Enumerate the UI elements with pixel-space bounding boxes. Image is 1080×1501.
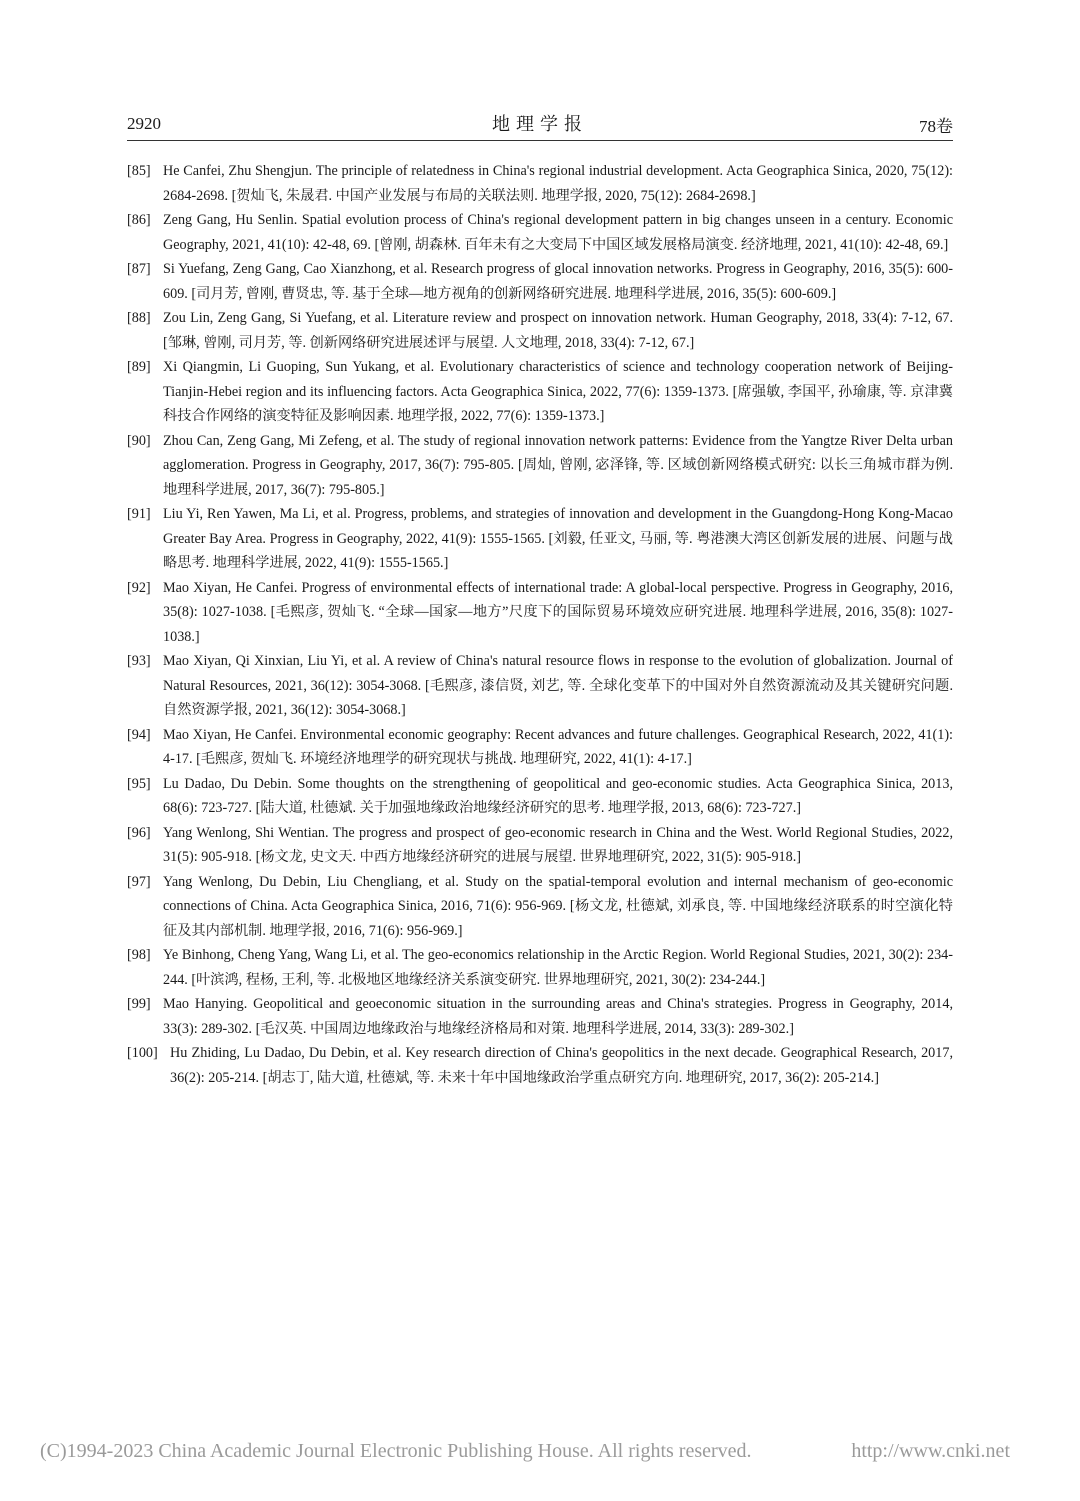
reference-number: [85] [127,163,151,179]
reference-text: Zeng Gang, Hu Senlin. Spatial evolution process of China's regional development pattern in big changes unseen in a century. Economic Geography, 2021, 41(10): 42-48, 69. [曾刚, 胡森林. 百年未有之大变局下中国区域发展格局演变. 经济地理, 2021, 41(10): 42-48, 69.] [163,212,953,253]
reference-number: [98] [127,947,151,963]
reference-text: Mao Hanying. Geopolitical and geoeconomic situation in the surrounding areas and China's strategies. Progress in Geography, 2014, 33(3): 289-302. [毛汉英. 中国周边地缘政治与地缘经济格局和对策. 地理科学进展, 2014, 33(3): 289-302.] [163,996,953,1037]
page-number: 2920 [127,114,161,133]
reference-text: Xi Qiangmin, Li Guoping, Sun Yukang, et al. Evolutionary characteristics of science and technology cooperation network of Beijing-Tianjin-Hebei region and its influencing factors. Acta Geographica Sinica, 2022, 77(6): 1359-1373. [席强敏, 李国平, 孙瑜康, 等. 京津冀科技合作网络的演变特征及影响因素. 地理学报, 2022, 77(6): 1359-1373.] [163,359,953,424]
footer-url: http://www.cnki.net [851,1440,1010,1462]
reference-item [127,870,953,944]
reference-text: Liu Yi, Ren Yawen, Ma Li, et al. Progress, problems, and strategies of innovation and development in the Guangdong-Hong Kong-Macao Greater Bay Area. Progress in Geography, 2022, 41(9): 1555-1565. [刘毅, 任亚文, 马丽, 等. 粤港澳大湾区创新发展的进展、问题与战略思考. 地理科学进展, 2022, 41(9): 1555-1565.] [163,506,953,571]
reference-item [127,723,953,772]
reference-item [127,429,953,503]
reference-text: Yang Wenlong, Shi Wentian. The progress and prospect of geo-economic research in China and the West. World Regional Studies, 2022, 31(5): 905-918. [杨文龙, 史文天. 中西方地缘经济研究的进展与展望. 世界地理研究, 2022, 31(5): 905-918.] [163,824,953,865]
reference-number: [96] [127,824,151,841]
reference-number: [90] [127,432,151,449]
volume-label: 78卷 [919,117,953,136]
reference-item [127,257,953,306]
reference-number: [99] [127,996,151,1012]
reference-text: Zou Lin, Zeng Gang, Si Yuefang, et al. Literature review and prospect on innovation network. Human Geography, 2018, 33(4): 7-12, 67. [邹琳, 曾刚, 司月芳, 等. 创新网络研究进展述评与展望. 人文地理, 2018, 33(4): 7-12, 67.] [163,310,953,351]
page-header [127,108,953,138]
reference-number: [92] [127,579,151,596]
reference-number: [89] [127,359,151,375]
reference-text: Mao Xiyan, He Canfei. Progress of environmental effects of international trade: A global-local perspective. Progress in Geography, 2016, 35(8): 1027-1038. [毛熙彦, 贺灿飞. “全球—国家—地方”尺度下的国际贸易环境效应研究进展. 地理科学进展, 2016, 35(8): 1027-1038.] [163,579,953,645]
reference-text: Yang Wenlong, Du Debin, Liu Chengliang, et al. Study on the spatial-temporal evolution and internal mechanism of geo-economic connections of China. Acta Geographica Sinica, 2016, 71(6): 956-969. [杨文龙, 杜德斌, 刘承良, 等. 中国地缘经济联系的时空演化特征及其内部机制. 地理学报, 2016, 71(6): 956-969.] [163,873,953,939]
reference-text: He Canfei, Zhu Shengjun. The principle of relatedness in China's regional industrial development. Acta Geographica Sinica, 2020, 75(12): 2684-2698. [贺灿飞, 朱晟君. 中国产业发展与布局的关联法则. 地理学报, 2020, 75(12): 2684-2698.] [163,163,953,204]
reference-item [127,649,953,723]
journal-title: 地理学报 [492,114,588,134]
reference-number: [91] [127,506,151,522]
reference-item [127,992,953,1041]
reference-text: Si Yuefang, Zeng Gang, Cao Xianzhong, et al. Research progress of glocal innovation networks. Progress in Geography, 2016, 35(5): 600-609. [司月芳, 曾刚, 曹贤忠, 等. 基于全球—地方视角的创新网络研究进展. 地理科学进展, 2016, 35(5): 600-609.] [163,261,953,302]
copyright-notice: (C)1994-2023 China Academic Journal Electronic Publishing House. All rights reserved. [40,1440,752,1462]
reference-number: [94] [127,726,151,743]
reference-item [127,943,953,992]
reference-text: Mao Xiyan, He Canfei. Environmental economic geography: Recent advances and future challenges. Geographical Research, 2022, 41(1): 4-17. [毛熙彦, 贺灿飞. 环境经济地理学的研究现状与挑战. 地理研究, 2022, 41(1): 4-17.] [163,726,953,767]
reference-item [127,1041,953,1090]
reference-item [127,772,953,821]
reference-text: Zhou Can, Zeng Gang, Mi Zefeng, et al. The study of regional innovation network patterns: Evidence from the Yangtze River Delta urban agglomeration. Progress in Geography, 2017, 36(7): 795-805. [周灿, 曾刚, 宓泽锋, 等. 区域创新网络模式研究: 以长三角城市群为例. 地理科学进展, 2017, 36(7): 795-805.] [163,432,953,498]
reference-number: [97] [127,873,151,890]
reference-text: Lu Dadao, Du Debin. Some thoughts on the strengthening of geopolitical and geo-economic studies. Acta Geographica Sinica, 2013, 68(6): 723-727. [陆大道, 杜德斌. 关于加强地缘政治地缘经济研究的思考. 地理学报, 2013, 68(6): 723-727.] [163,775,953,816]
reference-text: Mao Xiyan, Qi Xinxian, Liu Yi, et al. A review of China's natural resource flows in response to the evolution of globalization. Journal of Natural Resources, 2021, 36(12): 3054-3068. [毛熙彦, 漆信贤, 刘艺, 等. 全球化变革下的中国对外自然资源流动及其关键研究问题. 自然资源学报, 2021, 36(12): 3054-3068.] [163,653,953,718]
reference-number: [100] [127,1045,158,1061]
reference-number: [88] [127,310,151,326]
reference-item [127,208,953,257]
reference-text: Ye Binhong, Cheng Yang, Wang Li, et al. The geo-economics relationship in the Arctic Region. World Regional Studies, 2021, 30(2): 234-244. [叶滨鸿, 程杨, 王利, 等. 北极地区地缘经济关系演变研究. 世界地理研究, 2021, 30(2): 234-244.] [163,947,953,988]
reference-item [127,355,953,429]
reference-item [127,159,953,208]
reference-text: Hu Zhiding, Lu Dadao, Du Debin, et al. Key research direction of China's geopolitics in the next decade. Geographical Research, 2017, 36(2): 205-214. [胡志丁, 陆大道, 杜德斌, 等. 未来十年中国地缘政治学重点研究方向. 地理研究, 2017, 36(2): 205-214.] [170,1045,953,1086]
reference-item [127,502,953,576]
reference-number: [95] [127,775,151,792]
header-divider [127,140,953,141]
reference-item [127,306,953,355]
reference-list [127,159,953,1090]
reference-number: [87] [127,261,151,277]
reference-item [127,821,953,870]
reference-item [127,576,953,650]
reference-number: [86] [127,212,151,228]
reference-number: [93] [127,653,151,669]
